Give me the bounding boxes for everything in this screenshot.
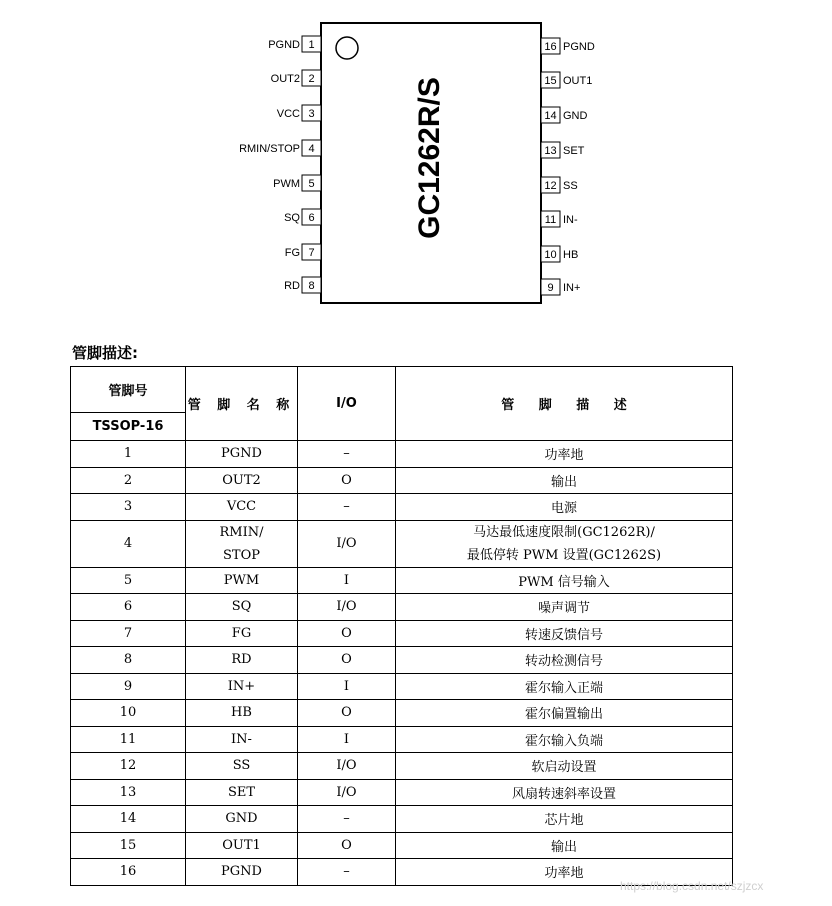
description-cell	[396, 494, 733, 521]
pin-number-cell	[71, 647, 186, 674]
right-pin	[541, 211, 578, 227]
pin-name-cell-text: SQ	[231, 599, 252, 615]
pin-name-cell-text: SS	[232, 758, 251, 774]
pin-label: GND	[563, 110, 588, 122]
pin-number: 10	[544, 249, 557, 261]
io-cell-text: I	[343, 678, 350, 694]
io-cell	[298, 753, 396, 780]
table-row	[71, 753, 733, 780]
io-cell-text: O	[341, 652, 352, 668]
pin-number-cell-text: 6	[123, 599, 133, 615]
table-row	[71, 806, 733, 833]
io-cell-text: –	[343, 864, 350, 880]
pin-number: 9	[547, 282, 554, 294]
io-cell-text: I/O	[336, 536, 357, 551]
pin-name-cell	[186, 467, 298, 494]
description-cell	[396, 806, 733, 833]
description-cell-text: 风扇转速斜率设置	[511, 786, 616, 802]
io-cell	[298, 441, 396, 468]
pin-label: IN-	[563, 214, 578, 226]
io-cell	[298, 494, 396, 521]
io-cell-text: I	[343, 572, 350, 588]
pin-description-table	[70, 366, 733, 886]
table-row	[71, 779, 733, 806]
pin-name-cell-text: FG	[231, 625, 252, 641]
description-cell	[396, 467, 733, 494]
description-cell-text: 噪声调节	[537, 601, 590, 617]
description-cell	[396, 620, 733, 647]
io-cell	[298, 467, 396, 494]
left-pin	[284, 209, 321, 225]
pin-number-cell	[71, 832, 186, 859]
pin-label: HB	[563, 249, 579, 261]
io-cell	[298, 520, 396, 567]
io-cell-text: I	[343, 731, 350, 747]
io-cell-text: I/O	[336, 599, 357, 615]
io-cell	[298, 594, 396, 621]
pin-name-cell	[186, 726, 298, 753]
io-cell-text: –	[343, 811, 350, 827]
pin-number: 12	[544, 180, 557, 192]
header-description: 管 脚 描 述	[396, 367, 733, 441]
io-cell-text: –	[343, 446, 350, 462]
pin-number-cell-text: 7	[123, 625, 133, 641]
pin-number-cell	[71, 753, 186, 780]
pin-number-cell-text: 1	[123, 446, 133, 462]
pin-number: 8	[308, 280, 315, 292]
pin-number-cell-text: 11	[119, 731, 137, 747]
io-cell-text: O	[341, 625, 352, 641]
pin-name-cell	[186, 806, 298, 833]
io-cell	[298, 647, 396, 674]
pin-name-cell	[186, 520, 298, 567]
table-row	[71, 594, 733, 621]
pin-name-cell	[186, 859, 298, 886]
pin-name-cell-text: RD	[231, 652, 252, 668]
description-cell-text: 霍尔输入负端	[524, 733, 603, 749]
io-cell	[298, 620, 396, 647]
io-cell	[298, 567, 396, 594]
pin-label: RD	[284, 280, 300, 292]
pin-number: 14	[544, 110, 557, 122]
pin-number-cell-text: 16	[119, 864, 137, 880]
pin-label: PGND	[563, 41, 595, 53]
pin-label: VCC	[276, 108, 300, 120]
right-pin	[541, 279, 580, 295]
section-title: 管脚描述:	[72, 344, 138, 362]
pin-number-cell-text: 4	[123, 536, 133, 551]
description-cell	[396, 594, 733, 621]
io-cell	[298, 700, 396, 727]
description-cell-text: PWM 信号输入	[518, 574, 610, 590]
chip-name: GC1262R/S	[413, 77, 446, 239]
description-cell-text: 电源	[550, 501, 577, 517]
table-row	[71, 567, 733, 594]
pin-name-cell	[186, 647, 298, 674]
pin-label: OUT1	[563, 75, 593, 87]
io-cell	[298, 673, 396, 700]
io-cell-text: –	[343, 499, 350, 515]
right-pin	[541, 72, 592, 88]
pin-number-cell	[71, 494, 186, 521]
table-row	[71, 726, 733, 753]
right-pin	[541, 107, 588, 123]
left-pin	[284, 277, 321, 293]
pin-number-cell	[71, 806, 186, 833]
pin-number: 7	[308, 247, 315, 259]
pin-number-cell	[71, 441, 186, 468]
pin-label: IN+	[563, 282, 581, 294]
table-row	[71, 620, 733, 647]
io-cell-text: O	[341, 472, 352, 488]
table-row	[71, 520, 733, 567]
description-cell-text: 马达最低速度限制(GC1262R)/	[473, 524, 655, 540]
right-pin	[541, 177, 578, 193]
pin-number-cell-text: 12	[119, 758, 137, 774]
pin-name-cell-text: VCC	[226, 499, 257, 515]
io-cell	[298, 806, 396, 833]
pin-label: SET	[563, 145, 585, 157]
pin-name-cell	[186, 673, 298, 700]
table-row	[71, 467, 733, 494]
io-cell-text: O	[341, 837, 352, 853]
pin-number: 13	[544, 145, 557, 157]
pin-name-cell	[186, 620, 298, 647]
pin-label: SQ	[284, 212, 300, 224]
description-cell	[396, 567, 733, 594]
pin-number-cell	[71, 859, 186, 886]
description-cell-text: 转速反馈信号	[524, 627, 603, 643]
pin-number-cell-text: 9	[123, 678, 133, 694]
pin-number-cell	[71, 673, 186, 700]
description-cell	[396, 779, 733, 806]
pin-name-cell-text: OUT2	[222, 472, 261, 488]
io-cell	[298, 859, 396, 886]
pin-number-cell	[71, 779, 186, 806]
table-row	[71, 832, 733, 859]
description-cell	[396, 647, 733, 674]
pin-name-cell	[186, 700, 298, 727]
pin-number-cell-text: 15	[119, 837, 137, 853]
pin-number: 16	[544, 41, 557, 53]
header-pin-name: 管 脚 名 称	[186, 367, 298, 441]
table-row	[71, 647, 733, 674]
header-pin-number: 管脚号	[71, 367, 186, 413]
pin-number-cell	[71, 520, 186, 567]
pin-number: 1	[308, 39, 315, 51]
description-cell	[396, 700, 733, 727]
header-package: TSSOP-16	[71, 413, 186, 441]
io-cell-text: I/O	[336, 784, 357, 800]
description-cell	[396, 832, 733, 859]
pin-name-cell-text: PGND	[221, 864, 262, 880]
description-cell	[396, 726, 733, 753]
pin-name-cell	[186, 594, 298, 621]
pin-name-cell	[186, 779, 298, 806]
pin-number-cell-text: 8	[123, 652, 133, 668]
description-cell	[396, 673, 733, 700]
description-cell-text: 输出	[550, 474, 577, 490]
pin-name-cell-text: PGND	[221, 446, 262, 462]
table-row	[71, 700, 733, 727]
left-pin	[273, 175, 321, 191]
pin-label: PGND	[268, 39, 300, 51]
left-pin	[271, 70, 321, 86]
description-cell-text: 霍尔输入正端	[524, 680, 603, 696]
right-pin-group	[541, 38, 595, 295]
pin-name-cell-text: OUT1	[222, 837, 261, 853]
description-cell-text: 软启动设置	[531, 760, 597, 776]
watermark: https://blog.csdn.net/szjzcx	[620, 879, 764, 893]
left-pin	[277, 105, 321, 121]
pin-name-cell	[186, 441, 298, 468]
pin-label: SS	[563, 180, 578, 192]
right-pin	[541, 38, 595, 54]
pin-number-cell-text: 10	[119, 705, 137, 721]
description-cell-text: 芯片地	[544, 813, 584, 829]
right-pin	[541, 142, 585, 158]
pin-name-cell	[186, 494, 298, 521]
left-pin	[285, 244, 321, 260]
pin-number: 15	[544, 75, 557, 87]
pin-number-cell	[71, 467, 186, 494]
pin-name-cell	[186, 753, 298, 780]
pin-number-cell	[71, 620, 186, 647]
pin-number-cell-text: 2	[123, 472, 133, 488]
pin-number-cell-text: 3	[123, 499, 133, 515]
pin-name-cell-text: GND	[225, 811, 258, 827]
pinout-diagram	[0, 0, 832, 330]
io-cell	[298, 779, 396, 806]
description-cell-text: 输出	[550, 839, 577, 855]
pin-number: 2	[308, 73, 315, 85]
pin-number-cell	[71, 567, 186, 594]
pin-name-cell	[186, 832, 298, 859]
pin-number-cell-text: 14	[119, 811, 137, 827]
description-cell-text: 功率地	[544, 866, 584, 882]
pin-name-cell-text: IN-	[231, 731, 252, 747]
description-cell	[396, 520, 733, 567]
io-cell-text: I/O	[336, 758, 357, 774]
right-pin	[541, 246, 578, 262]
pin-number-cell	[71, 700, 186, 727]
description-cell	[396, 753, 733, 780]
description-cell-text: 霍尔偏置输出	[524, 707, 603, 723]
pin-name-cell	[186, 567, 298, 594]
left-pin	[268, 36, 321, 52]
pin-name-cell-text: STOP	[223, 547, 260, 563]
pin-number: 5	[308, 178, 315, 190]
pin-number: 6	[308, 212, 315, 224]
io-cell	[298, 832, 396, 859]
table-row	[71, 494, 733, 521]
table-row	[71, 673, 733, 700]
header-io: I/O	[298, 367, 396, 441]
left-pin-group	[239, 36, 321, 293]
io-cell-text: O	[341, 705, 352, 721]
description-cell-text: 转动检测信号	[524, 654, 603, 670]
pin-label: OUT2	[270, 73, 300, 85]
pin-label: PWM	[273, 178, 300, 190]
pin-number-cell-text: 13	[119, 784, 137, 800]
description-cell-text: 功率地	[544, 448, 584, 464]
pin-name-cell-text: PWM	[223, 572, 260, 588]
pin-number: 11	[544, 214, 557, 226]
left-pin	[239, 140, 321, 156]
pin-number-cell	[71, 726, 186, 753]
table-row	[71, 441, 733, 468]
io-cell	[298, 726, 396, 753]
pin-label: FG	[284, 247, 300, 259]
pin-name-cell-text: RMIN/	[219, 524, 264, 540]
pin-number-cell	[71, 594, 186, 621]
pin-number: 3	[308, 108, 315, 120]
description-cell	[396, 441, 733, 468]
pin-name-cell-text: IN+	[227, 678, 256, 694]
description-cell-text: 最低停转 PWM 设置(GC1262S)	[466, 547, 662, 563]
pin-name-cell-text: SET	[227, 784, 256, 800]
pin-number-cell-text: 5	[123, 572, 133, 588]
pin-label: RMIN/STOP	[239, 143, 300, 155]
pin-number: 4	[308, 143, 315, 155]
pin-name-cell-text: HB	[231, 705, 252, 721]
